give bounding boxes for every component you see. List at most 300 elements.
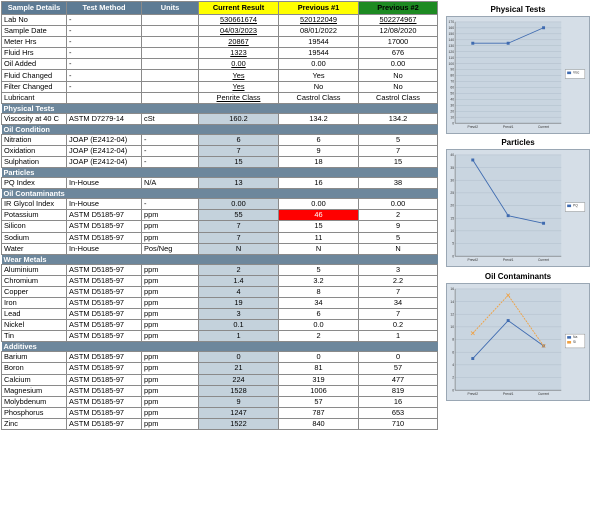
- row-label: Lubricant: [2, 92, 67, 103]
- y-tick-label: 0: [452, 388, 455, 393]
- test-method-cell: [67, 92, 142, 103]
- units-cell: ppm: [142, 352, 199, 363]
- test-method-cell: In-House: [67, 199, 142, 210]
- legend-swatch: [567, 341, 571, 344]
- table-row: [2, 407, 438, 418]
- previous-1-cell: 6: [279, 309, 359, 320]
- row-label: Zinc: [2, 418, 67, 429]
- row-label: Water: [2, 243, 67, 254]
- previous-2-cell: 2: [359, 210, 438, 221]
- section-title: Physical Tests: [2, 103, 438, 113]
- chart-title: Physical Tests: [490, 5, 546, 14]
- current-result-cell[interactable]: 1323: [199, 48, 279, 59]
- current-result-cell: 6: [199, 134, 279, 145]
- units-cell: cSt: [142, 113, 199, 124]
- y-tick-label: 2: [452, 375, 455, 380]
- y-tick-label: 5: [452, 241, 455, 246]
- row-label: Sodium: [2, 232, 67, 243]
- previous-2-cell: 134.2: [359, 113, 438, 124]
- y-tick-label: 12: [450, 312, 455, 317]
- data-point: [507, 319, 510, 322]
- table-row: [2, 320, 438, 331]
- row-label: Calcium: [2, 374, 67, 385]
- test-method-cell: ASTM D5185-97: [67, 264, 142, 275]
- previous-1-cell: 46: [279, 210, 359, 221]
- previous-1-cell: 16: [279, 178, 359, 189]
- oil-analysis-table: [1, 1, 438, 430]
- y-tick-label: 16: [450, 287, 455, 292]
- previous-2-cell: 2.2: [359, 275, 438, 286]
- previous-2-cell: No: [359, 70, 438, 81]
- current-result-cell: 3: [199, 309, 279, 320]
- test-method-cell: ASTM D5185-97: [67, 221, 142, 232]
- row-label: Iron: [2, 297, 67, 308]
- units-cell: ppm: [142, 396, 199, 407]
- test-method-cell: -: [67, 37, 142, 48]
- units-cell: ppm: [142, 275, 199, 286]
- test-method-cell: In-House: [67, 178, 142, 189]
- table-row: [2, 134, 438, 145]
- test-method-cell: ASTM D5185-97: [67, 320, 142, 331]
- table-row: [2, 352, 438, 363]
- section-title: Oil Condition: [2, 124, 438, 134]
- units-cell: ppm: [142, 418, 199, 429]
- section-header: [2, 103, 438, 113]
- x-tick-label: Prev#2: [467, 392, 479, 397]
- legend-label: Visc: [573, 70, 580, 75]
- current-result-cell: 7: [199, 232, 279, 243]
- y-tick-label: 35: [450, 165, 455, 170]
- previous-1-cell: 19544: [279, 48, 359, 59]
- current-result-cell: 55: [199, 210, 279, 221]
- row-label: Meter Hrs: [2, 37, 67, 48]
- previous-2-cell: 5: [359, 134, 438, 145]
- test-method-cell: ASTM D5185-97: [67, 374, 142, 385]
- section-header: [2, 168, 438, 178]
- previous-1-cell: Yes: [279, 70, 359, 81]
- row-label: Fluid Changed: [2, 70, 67, 81]
- previous-1-cell: 840: [279, 418, 359, 429]
- row-label: Fluid Hrs: [2, 48, 67, 59]
- previous-2-cell: 9: [359, 221, 438, 232]
- units-cell: ppm: [142, 286, 199, 297]
- table-row: [2, 92, 438, 103]
- data-point: [542, 222, 545, 225]
- previous-2-cell: 17000: [359, 37, 438, 48]
- test-method-cell: -: [67, 26, 142, 37]
- col-header-previous-2: Previous #2: [359, 2, 438, 15]
- previous-1-cell: 34: [279, 297, 359, 308]
- units-cell: ppm: [142, 210, 199, 221]
- y-tick-label: 50: [450, 91, 455, 96]
- previous-1-cell: No: [279, 81, 359, 92]
- y-tick-label: 15: [450, 216, 455, 221]
- previous-1-cell: 9: [279, 145, 359, 156]
- y-tick-label: 0: [452, 121, 455, 126]
- current-result-cell[interactable]: 20867: [199, 37, 279, 48]
- section-title: Particles: [2, 168, 438, 178]
- row-label: Nitration: [2, 134, 67, 145]
- units-cell: [142, 59, 199, 70]
- table-row: [2, 297, 438, 308]
- current-result-cell: 15: [199, 157, 279, 168]
- physical-tests-chart-panel: [446, 4, 590, 134]
- row-label: Nickel: [2, 320, 67, 331]
- units-cell: ppm: [142, 232, 199, 243]
- previous-1-cell: 3.2: [279, 275, 359, 286]
- particles-chart: [446, 149, 590, 267]
- previous-2-cell: 7: [359, 286, 438, 297]
- test-method-cell: JOAP (E2412-04): [67, 157, 142, 168]
- y-tick-label: 60: [450, 85, 455, 90]
- table-row: [2, 275, 438, 286]
- units-cell: ppm: [142, 309, 199, 320]
- table-row: [2, 210, 438, 221]
- units-cell: ppm: [142, 363, 199, 374]
- previous-2-cell: 16: [359, 396, 438, 407]
- previous-2-cell: 710: [359, 418, 438, 429]
- previous-1-cell: N: [279, 243, 359, 254]
- previous-1-cell: Castrol Class: [279, 92, 359, 103]
- current-result-cell: 7: [199, 221, 279, 232]
- test-method-cell: ASTM D7279-14: [67, 113, 142, 124]
- test-method-cell: ASTM D5185-97: [67, 309, 142, 320]
- previous-2-cell[interactable]: 502274967: [359, 15, 438, 26]
- y-tick-label: 40: [450, 153, 455, 158]
- previous-1-cell: 0.00: [279, 59, 359, 70]
- particles-chart-panel: [446, 137, 590, 267]
- row-label: Lead: [2, 309, 67, 320]
- y-tick-label: 110: [448, 55, 455, 60]
- test-method-cell: ASTM D5185-97: [67, 407, 142, 418]
- legend-swatch: [567, 336, 571, 339]
- y-tick-label: 80: [450, 73, 455, 78]
- current-result-cell: 7: [199, 145, 279, 156]
- previous-1-cell: 81: [279, 363, 359, 374]
- data-point: [542, 26, 545, 29]
- previous-1-cell: 5: [279, 264, 359, 275]
- test-method-cell: ASTM D5185-97: [67, 275, 142, 286]
- units-cell: [142, 92, 199, 103]
- previous-2-cell: 34: [359, 297, 438, 308]
- table-row: [2, 81, 438, 92]
- row-label: Molybdenum: [2, 396, 67, 407]
- test-method-cell: ASTM D5185-97: [67, 385, 142, 396]
- y-tick-label: 140: [448, 37, 455, 42]
- units-cell: [142, 70, 199, 81]
- col-header-current-result: Current Result: [199, 2, 279, 15]
- current-result-cell: 0: [199, 352, 279, 363]
- table-row: [2, 396, 438, 407]
- data-point: [507, 42, 510, 45]
- x-tick-label: Current: [538, 392, 550, 397]
- row-label: Chromium: [2, 275, 67, 286]
- y-tick-label: 4: [452, 363, 455, 368]
- y-tick-label: 6: [452, 350, 455, 355]
- units-cell: N/A: [142, 178, 199, 189]
- legend-swatch: [567, 72, 571, 75]
- legend-swatch: [567, 205, 571, 208]
- units-cell: -: [142, 145, 199, 156]
- units-cell: ppm: [142, 407, 199, 418]
- previous-2-cell: 676: [359, 48, 438, 59]
- current-result-cell[interactable]: Yes: [199, 70, 279, 81]
- y-tick-label: 150: [448, 32, 455, 37]
- current-result-cell: 1247: [199, 407, 279, 418]
- y-tick-label: 8: [452, 337, 455, 342]
- row-label: Phosphorus: [2, 407, 67, 418]
- previous-1-cell: 0: [279, 352, 359, 363]
- row-label: Oil Added: [2, 59, 67, 70]
- units-cell: ppm: [142, 374, 199, 385]
- previous-1-cell: 57: [279, 396, 359, 407]
- x-tick-label: Prev#2: [467, 258, 479, 263]
- current-result-cell: 1: [199, 331, 279, 342]
- y-tick-label: 70: [450, 79, 455, 84]
- previous-1-cell: 319: [279, 374, 359, 385]
- previous-2-cell: 0.00: [359, 199, 438, 210]
- y-tick-label: 20: [450, 203, 455, 208]
- units-cell: [142, 15, 199, 26]
- current-result-cell[interactable]: Yes: [199, 81, 279, 92]
- row-label: IR Glycol Index: [2, 199, 67, 210]
- table-row: [2, 15, 438, 26]
- row-label: Copper: [2, 286, 67, 297]
- previous-2-cell: 38: [359, 178, 438, 189]
- previous-1-cell: 134.2: [279, 113, 359, 124]
- previous-2-cell: 0.2: [359, 320, 438, 331]
- previous-1-cell[interactable]: 520122049: [279, 15, 359, 26]
- current-result-cell: 160.2: [199, 113, 279, 124]
- previous-2-cell: 1: [359, 331, 438, 342]
- previous-2-cell: 15: [359, 157, 438, 168]
- current-result-cell: 2: [199, 264, 279, 275]
- y-tick-label: 160: [448, 26, 455, 31]
- previous-2-cell: 0: [359, 352, 438, 363]
- row-label: Lab No: [2, 15, 67, 26]
- previous-2-cell: 5: [359, 232, 438, 243]
- current-result-cell: 9: [199, 396, 279, 407]
- chart-title: Particles: [501, 138, 535, 147]
- test-method-cell: ASTM D5185-97: [67, 418, 142, 429]
- units-cell: Pos/Neg: [142, 243, 199, 254]
- current-result-cell[interactable]: 0.00: [199, 59, 279, 70]
- table-row: [2, 145, 438, 156]
- table-row: [2, 59, 438, 70]
- test-method-cell: ASTM D5185-97: [67, 396, 142, 407]
- data-point: [507, 214, 510, 217]
- section-header: [2, 189, 438, 199]
- table-row: [2, 264, 438, 275]
- units-cell: ppm: [142, 264, 199, 275]
- y-tick-label: 90: [450, 67, 455, 72]
- row-label: Potassium: [2, 210, 67, 221]
- row-label: Oxidation: [2, 145, 67, 156]
- units-cell: [142, 37, 199, 48]
- units-cell: -: [142, 157, 199, 168]
- data-point: [471, 42, 474, 45]
- chart-title: Oil Contaminants: [484, 272, 552, 281]
- row-label: Viscosity at 40 C: [2, 113, 67, 124]
- y-tick-label: 20: [450, 109, 455, 114]
- y-tick-label: 14: [450, 299, 455, 304]
- table-row: [2, 363, 438, 374]
- section-title: Additives: [2, 342, 438, 352]
- test-method-cell: -: [67, 48, 142, 59]
- test-method-cell: ASTM D5185-97: [67, 352, 142, 363]
- row-label: Tin: [2, 331, 67, 342]
- previous-1-cell: 0.00: [279, 199, 359, 210]
- previous-2-cell: 7: [359, 145, 438, 156]
- row-label: Silicon: [2, 221, 67, 232]
- y-tick-label: 170: [448, 20, 455, 25]
- y-tick-label: 40: [450, 97, 455, 102]
- previous-1-cell: 08/01/2022: [279, 26, 359, 37]
- row-label: Sulphation: [2, 157, 67, 168]
- table-row: [2, 113, 438, 124]
- table-header-row: [2, 2, 438, 15]
- x-tick-label: Current: [538, 125, 550, 130]
- current-result-cell: 21: [199, 363, 279, 374]
- test-method-cell: ASTM D5185-97: [67, 297, 142, 308]
- test-method-cell: JOAP (E2412-04): [67, 145, 142, 156]
- row-label: Barium: [2, 352, 67, 363]
- row-label: Filter Changed: [2, 81, 67, 92]
- table-row: [2, 70, 438, 81]
- x-tick-label: Current: [538, 258, 550, 263]
- col-header-sample-details: Sample Details: [2, 2, 67, 15]
- oil-contaminants-chart: [446, 283, 590, 401]
- previous-1-cell: 787: [279, 407, 359, 418]
- y-tick-label: 30: [450, 103, 455, 108]
- units-cell: -: [142, 199, 199, 210]
- x-tick-label: Prev#2: [467, 125, 479, 130]
- previous-1-cell: 11: [279, 232, 359, 243]
- current-result-cell: 1.4: [199, 275, 279, 286]
- plot-area: [455, 22, 561, 123]
- test-method-cell: ASTM D5185-97: [67, 286, 142, 297]
- test-method-cell: -: [67, 15, 142, 26]
- y-tick-label: 100: [448, 61, 455, 66]
- current-result-cell: 13: [199, 178, 279, 189]
- previous-2-cell: No: [359, 81, 438, 92]
- previous-1-cell: 15: [279, 221, 359, 232]
- table-row: [2, 178, 438, 189]
- x-tick-label: Prev#1: [502, 258, 514, 263]
- section-title: Oil Contaminants: [2, 189, 438, 199]
- col-header-test-method: Test Method: [67, 2, 142, 15]
- test-method-cell: ASTM D5185-97: [67, 210, 142, 221]
- y-tick-label: 10: [450, 115, 455, 120]
- units-cell: [142, 26, 199, 37]
- units-cell: ppm: [142, 320, 199, 331]
- previous-1-cell: 19544: [279, 37, 359, 48]
- physical-tests-chart: [446, 16, 590, 134]
- test-method-cell: JOAP (E2412-04): [67, 134, 142, 145]
- row-label: Magnesium: [2, 385, 67, 396]
- current-result-cell: 1528: [199, 385, 279, 396]
- current-result-cell: 224: [199, 374, 279, 385]
- current-result-cell: 1522: [199, 418, 279, 429]
- test-method-cell: ASTM D5185-97: [67, 232, 142, 243]
- previous-2-cell: 12/08/2020: [359, 26, 438, 37]
- y-tick-label: 130: [448, 43, 455, 48]
- row-label: Aluminium: [2, 264, 67, 275]
- section-header: [2, 254, 438, 264]
- test-method-cell: -: [67, 70, 142, 81]
- previous-2-cell: 57: [359, 363, 438, 374]
- table-row: [2, 374, 438, 385]
- table-row: [2, 26, 438, 37]
- previous-1-cell: 6: [279, 134, 359, 145]
- test-method-cell: ASTM D5185-97: [67, 331, 142, 342]
- row-label: PQ Index: [2, 178, 67, 189]
- current-result-cell: 0.1: [199, 320, 279, 331]
- previous-1-cell: 2: [279, 331, 359, 342]
- units-cell: -: [142, 134, 199, 145]
- row-label: Boron: [2, 363, 67, 374]
- section-header: [2, 342, 438, 352]
- previous-1-cell: 8: [279, 286, 359, 297]
- data-point: [471, 357, 474, 360]
- y-tick-label: 25: [450, 191, 455, 196]
- previous-1-cell: 1006: [279, 385, 359, 396]
- test-method-cell: -: [67, 81, 142, 92]
- legend-label: Si: [573, 339, 577, 344]
- current-result-cell: 4: [199, 286, 279, 297]
- y-tick-label: 10: [450, 325, 455, 330]
- current-result-cell[interactable]: Penrite Class: [199, 92, 279, 103]
- units-cell: ppm: [142, 221, 199, 232]
- x-tick-label: Prev#1: [502, 125, 514, 130]
- current-result-cell[interactable]: 530661674: [199, 15, 279, 26]
- y-tick-label: 120: [448, 49, 455, 54]
- y-tick-label: 30: [450, 178, 455, 183]
- current-result-cell: 0.00: [199, 199, 279, 210]
- current-result-cell: N: [199, 243, 279, 254]
- table-row: [2, 385, 438, 396]
- data-point: [471, 159, 474, 162]
- previous-2-cell: 477: [359, 374, 438, 385]
- previous-2-cell: Castrol Class: [359, 92, 438, 103]
- oil-contaminants-chart-panel: [446, 271, 590, 401]
- units-cell: ppm: [142, 385, 199, 396]
- table-row: [2, 309, 438, 320]
- current-result-cell[interactable]: 04/03/2023: [199, 26, 279, 37]
- legend-label: Na: [573, 335, 578, 340]
- col-header-previous-1: Previous #1: [279, 2, 359, 15]
- test-method-cell: ASTM D5185-97: [67, 363, 142, 374]
- test-method-cell: -: [67, 59, 142, 70]
- table-row: [2, 331, 438, 342]
- section-title: Wear Metals: [2, 254, 438, 264]
- test-method-cell: In-House: [67, 243, 142, 254]
- previous-2-cell: 3: [359, 264, 438, 275]
- col-header-units: Units: [142, 2, 199, 15]
- table-row: [2, 157, 438, 168]
- previous-2-cell: N: [359, 243, 438, 254]
- table-row: [2, 48, 438, 59]
- y-tick-label: 10: [450, 229, 455, 234]
- legend-label: PQ: [573, 203, 578, 208]
- table-row: [2, 232, 438, 243]
- previous-1-cell: 18: [279, 157, 359, 168]
- previous-2-cell: 7: [359, 309, 438, 320]
- previous-2-cell: 0.00: [359, 59, 438, 70]
- table-row: [2, 221, 438, 232]
- units-cell: ppm: [142, 297, 199, 308]
- previous-2-cell: 653: [359, 407, 438, 418]
